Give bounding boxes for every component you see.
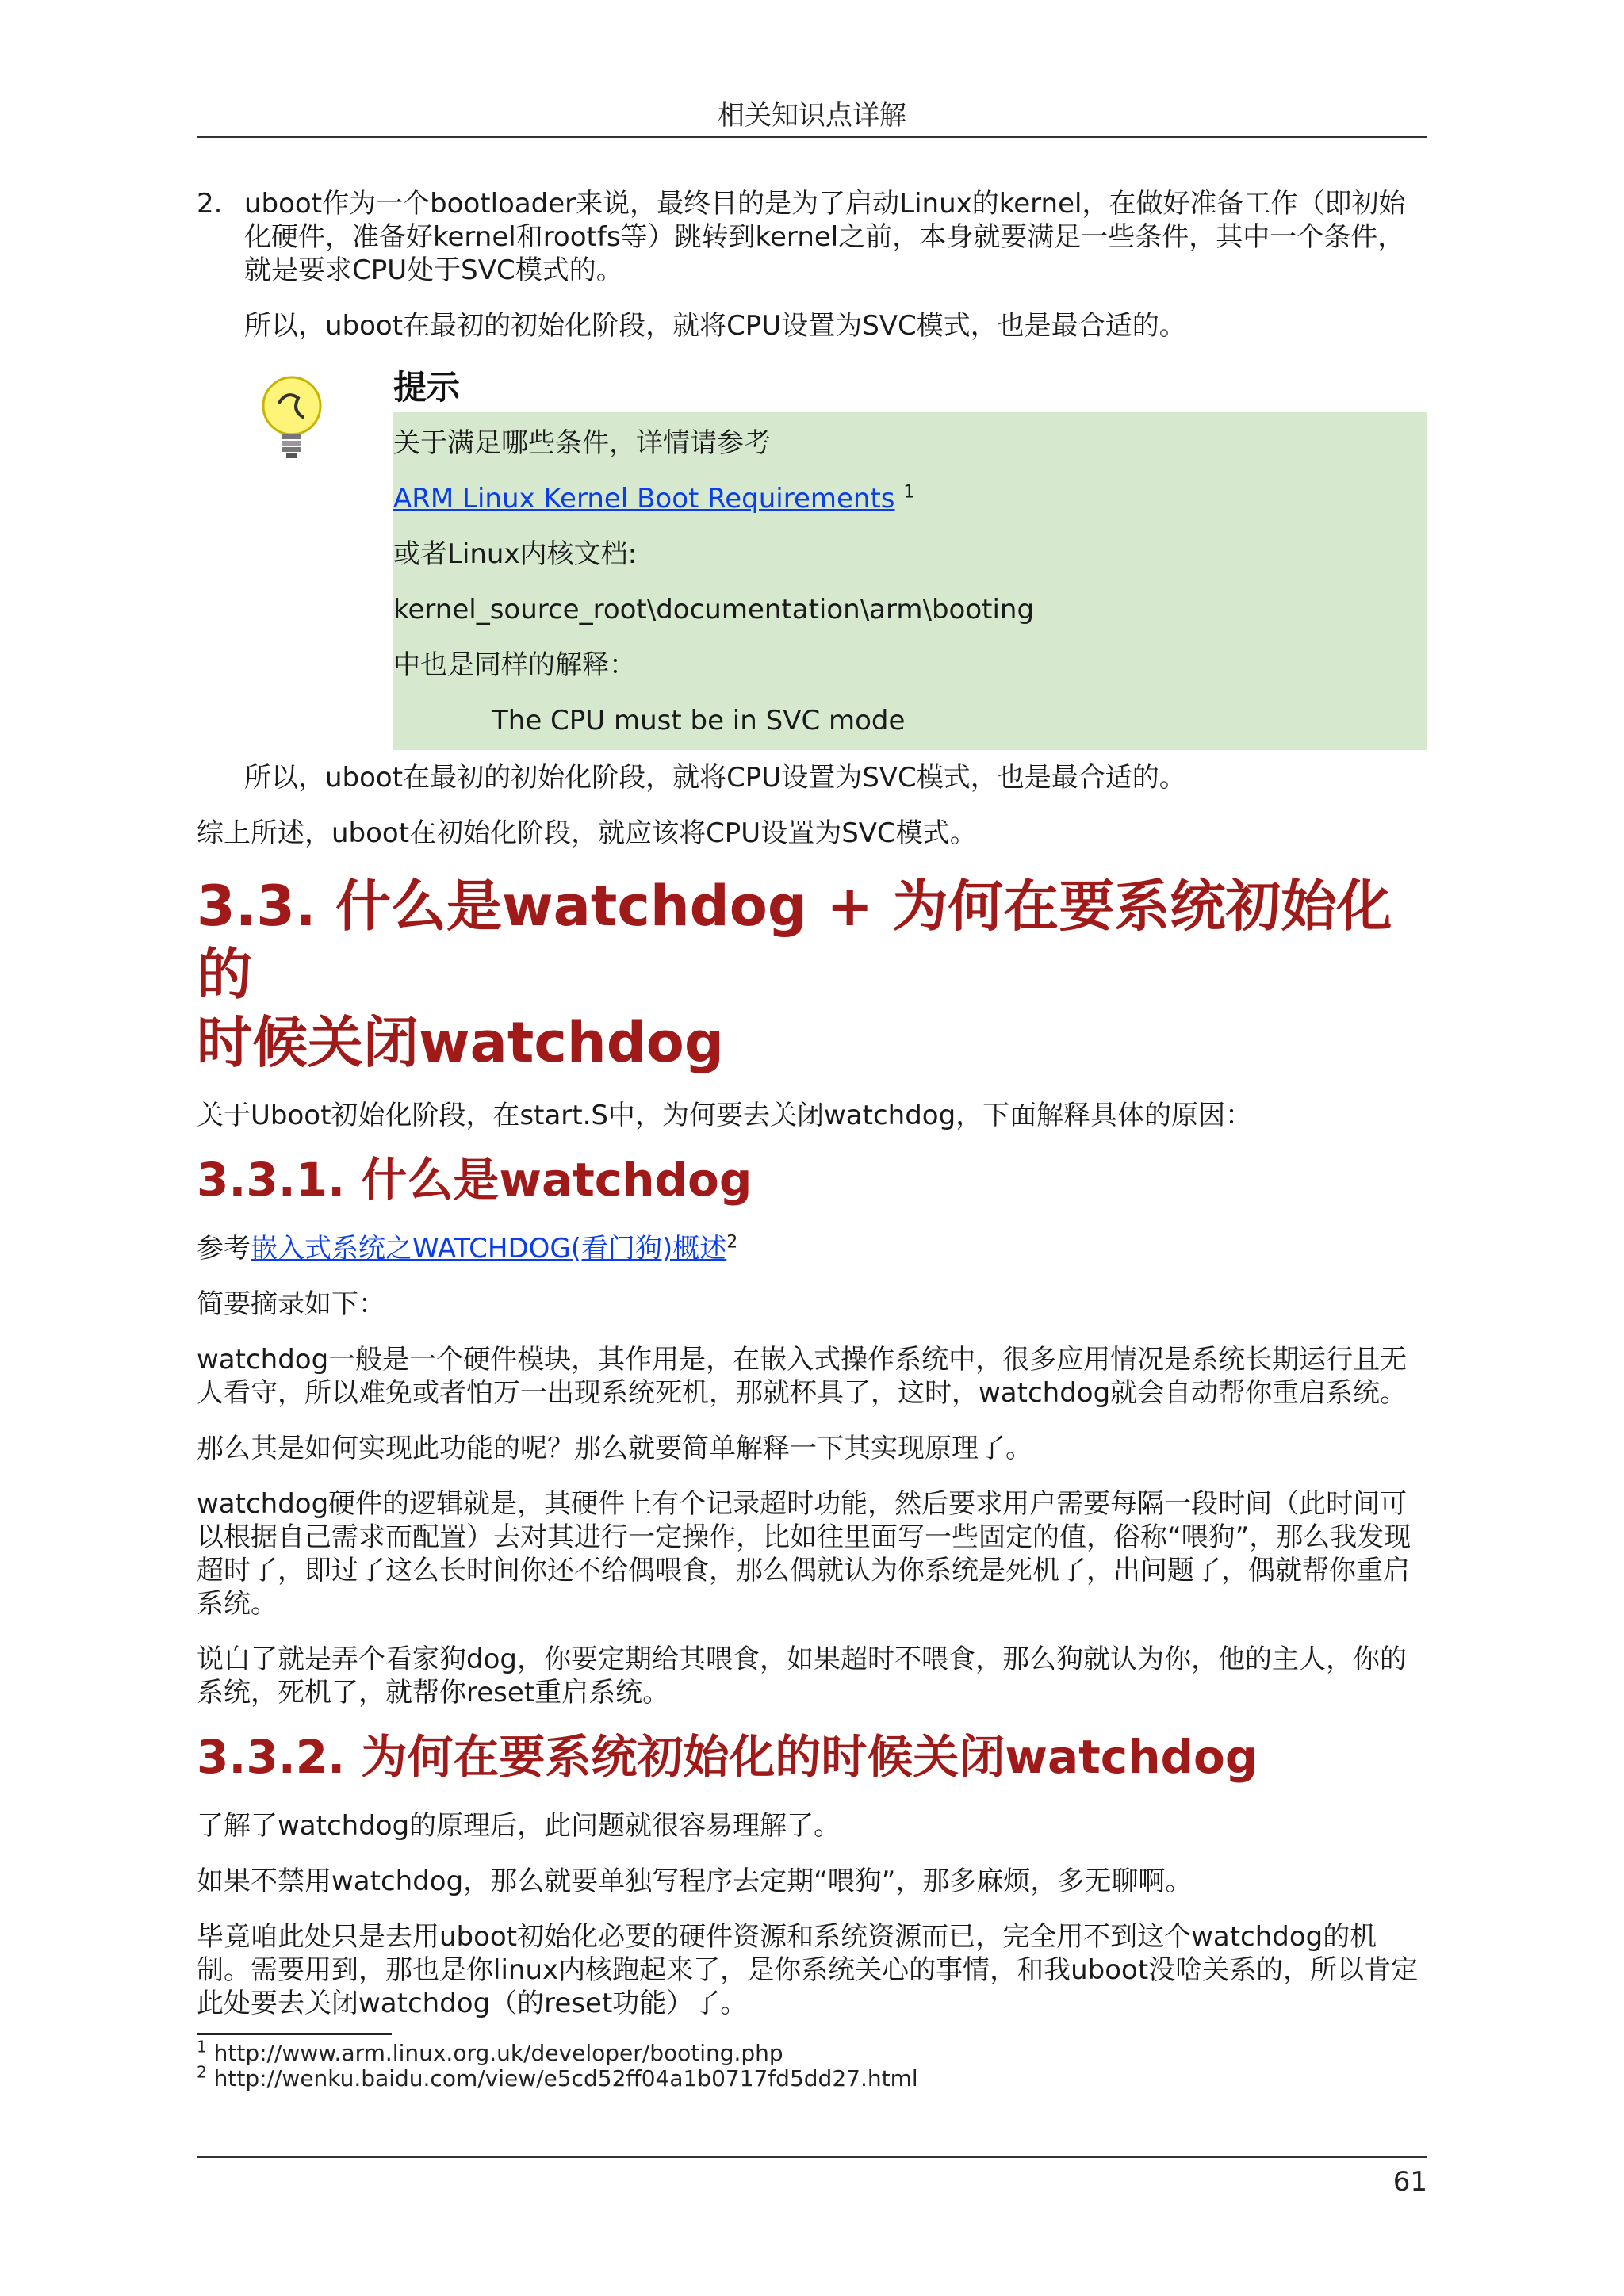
footnote-mark: 1 bbox=[197, 2037, 207, 2057]
paragraph: 了解了watchdog的原理后，此问题就很容易理解了。 bbox=[197, 1810, 841, 1842]
paragraph: 关于Uboot初始化阶段，在start.S中，为何要去关闭watchdog，下面解释具体的原因： bbox=[197, 1100, 1253, 1131]
page-number: 61 bbox=[1392, 2166, 1427, 2198]
watchdog-overview-link[interactable]: 嵌入式系统之WATCHDOG(看门狗)概述 bbox=[251, 1233, 727, 1265]
footnote-url[interactable]: http://wenku.baidu.com/view/e5cd52ff04a1b0717fd5dd27.html bbox=[213, 2065, 918, 2091]
footer-divider bbox=[197, 2156, 1427, 2158]
section-heading-line: 时候关闭watchdog bbox=[197, 1010, 724, 1075]
paragraph: 毕竟咱此处只是去用uboot初始化必要的硬件资源和系统资源而已，完全用不到这个watchdog的机制。需要用到，那也是你linux内核跑起来了，是你系统关心的事情，和我uboot没啥关系的，所以肯定此处要去关闭watchdog（的reset功能）了。 bbox=[197, 1921, 1419, 2019]
reference-prefix: 参考 bbox=[197, 1233, 251, 1265]
footnote-ref[interactable]: 2 bbox=[726, 1232, 738, 1253]
footnote-ref[interactable]: 1 bbox=[903, 482, 915, 503]
footnote-mark: 2 bbox=[197, 2062, 207, 2082]
footnote-url[interactable]: http://www.arm.linux.org.uk/developer/booting.php bbox=[213, 2040, 783, 2066]
footnote bbox=[197, 2062, 918, 2091]
item-text: uboot作为一个bootloader来说，最终目的是为了启动Linux的kernel，在做好准备工作（即初始化硬件，准备好kernel和rootfs等）跳转到kernel之前，本身就要满足一些条件，其中一个条件，就是要求CPU处于SVC模式的。 bbox=[244, 188, 1406, 286]
paragraph: watchdog硬件的逻辑就是，其硬件上有个记录超时功能，然后要求用户需要每隔一段时间（此时间可以根据自己需求而配置）去对其进行一定操作，比如往里面写一些固定的值，俗称“喂狗”，那么我发现超时了，即过了这么长时间你还不给偶喂食，那么偶就认为你系统是死机了，出问题了，偶就帮你重启系统。 bbox=[197, 1488, 1411, 1620]
footnote-divider bbox=[197, 2033, 392, 2035]
note-line: 中也是同样的解释： bbox=[393, 649, 636, 681]
paragraph: 那么其是如何实现此功能的呢？那么就要简单解释一下其实现原理了。 bbox=[197, 1433, 1032, 1464]
arm-boot-requirements-link[interactable]: ARM Linux Kernel Boot Requirements bbox=[393, 483, 895, 515]
running-header: 相关知识点详解 bbox=[718, 100, 906, 132]
paragraph: 综上所述，uboot在初始化阶段，就应该将CPU设置为SVC模式。 bbox=[197, 817, 977, 849]
reference-line bbox=[197, 1232, 1427, 1265]
note-line: kernel_source_root\documentation\arm\booting bbox=[393, 594, 1035, 626]
subsection-heading: 3.3.1. 什么是watchdog bbox=[197, 1153, 753, 1207]
note-link-line bbox=[393, 482, 1427, 515]
paragraph: 说白了就是弄个看家狗dog，你要定期给其喂食，如果超时不喂食，那么狗就认为你，他的主人，你的系统，死机了，就帮你reset重启系统。 bbox=[197, 1644, 1407, 1709]
paragraph: 所以，uboot在最初的初始化阶段，就将CPU设置为SVC模式，也是最合适的。 bbox=[244, 762, 1186, 794]
note-line: 关于满足哪些条件，详情请参考 bbox=[393, 427, 771, 459]
header-divider bbox=[197, 136, 1427, 138]
section-heading bbox=[197, 872, 1427, 1077]
subsection-heading: 3.3.2. 为何在要系统初始化的时候关闭watchdog bbox=[197, 1730, 1258, 1784]
page-content bbox=[197, 187, 1427, 2020]
note-line: 或者Linux内核文档: bbox=[393, 538, 638, 570]
note-quote: The CPU must be in SVC mode bbox=[492, 705, 906, 737]
tip-note bbox=[197, 365, 1427, 761]
item-conclusion: 所以，uboot在最初的初始化阶段，就将CPU设置为SVC模式，也是最合适的。 bbox=[244, 310, 1186, 342]
note-box bbox=[393, 412, 1427, 750]
note-title: 提示 bbox=[393, 368, 461, 407]
item-number: 2. bbox=[197, 188, 223, 220]
paragraph: 简要摘录如下： bbox=[197, 1288, 385, 1320]
section-heading-line: 3.3. 什么是watchdog + 为何在要系统初始化的 bbox=[197, 874, 1392, 1007]
footnotes bbox=[197, 2037, 918, 2091]
paragraph: 如果不禁用watchdog，那么就要单独写程序去定期“喂狗”，那多麻烦，多无聊啊。 bbox=[197, 1866, 1193, 1897]
lightbulb-icon bbox=[260, 371, 347, 474]
footnote bbox=[197, 2037, 918, 2066]
numbered-item bbox=[197, 187, 1427, 287]
paragraph: watchdog一般是一个硬件模块，其作用是，在嵌入式操作系统中，很多应用情况是系统长期运行且无人看守，所以难免或者怕万一出现系统死机，那就杯具了，这时，watchdog就会自动帮你重启系统。 bbox=[197, 1344, 1408, 1409]
